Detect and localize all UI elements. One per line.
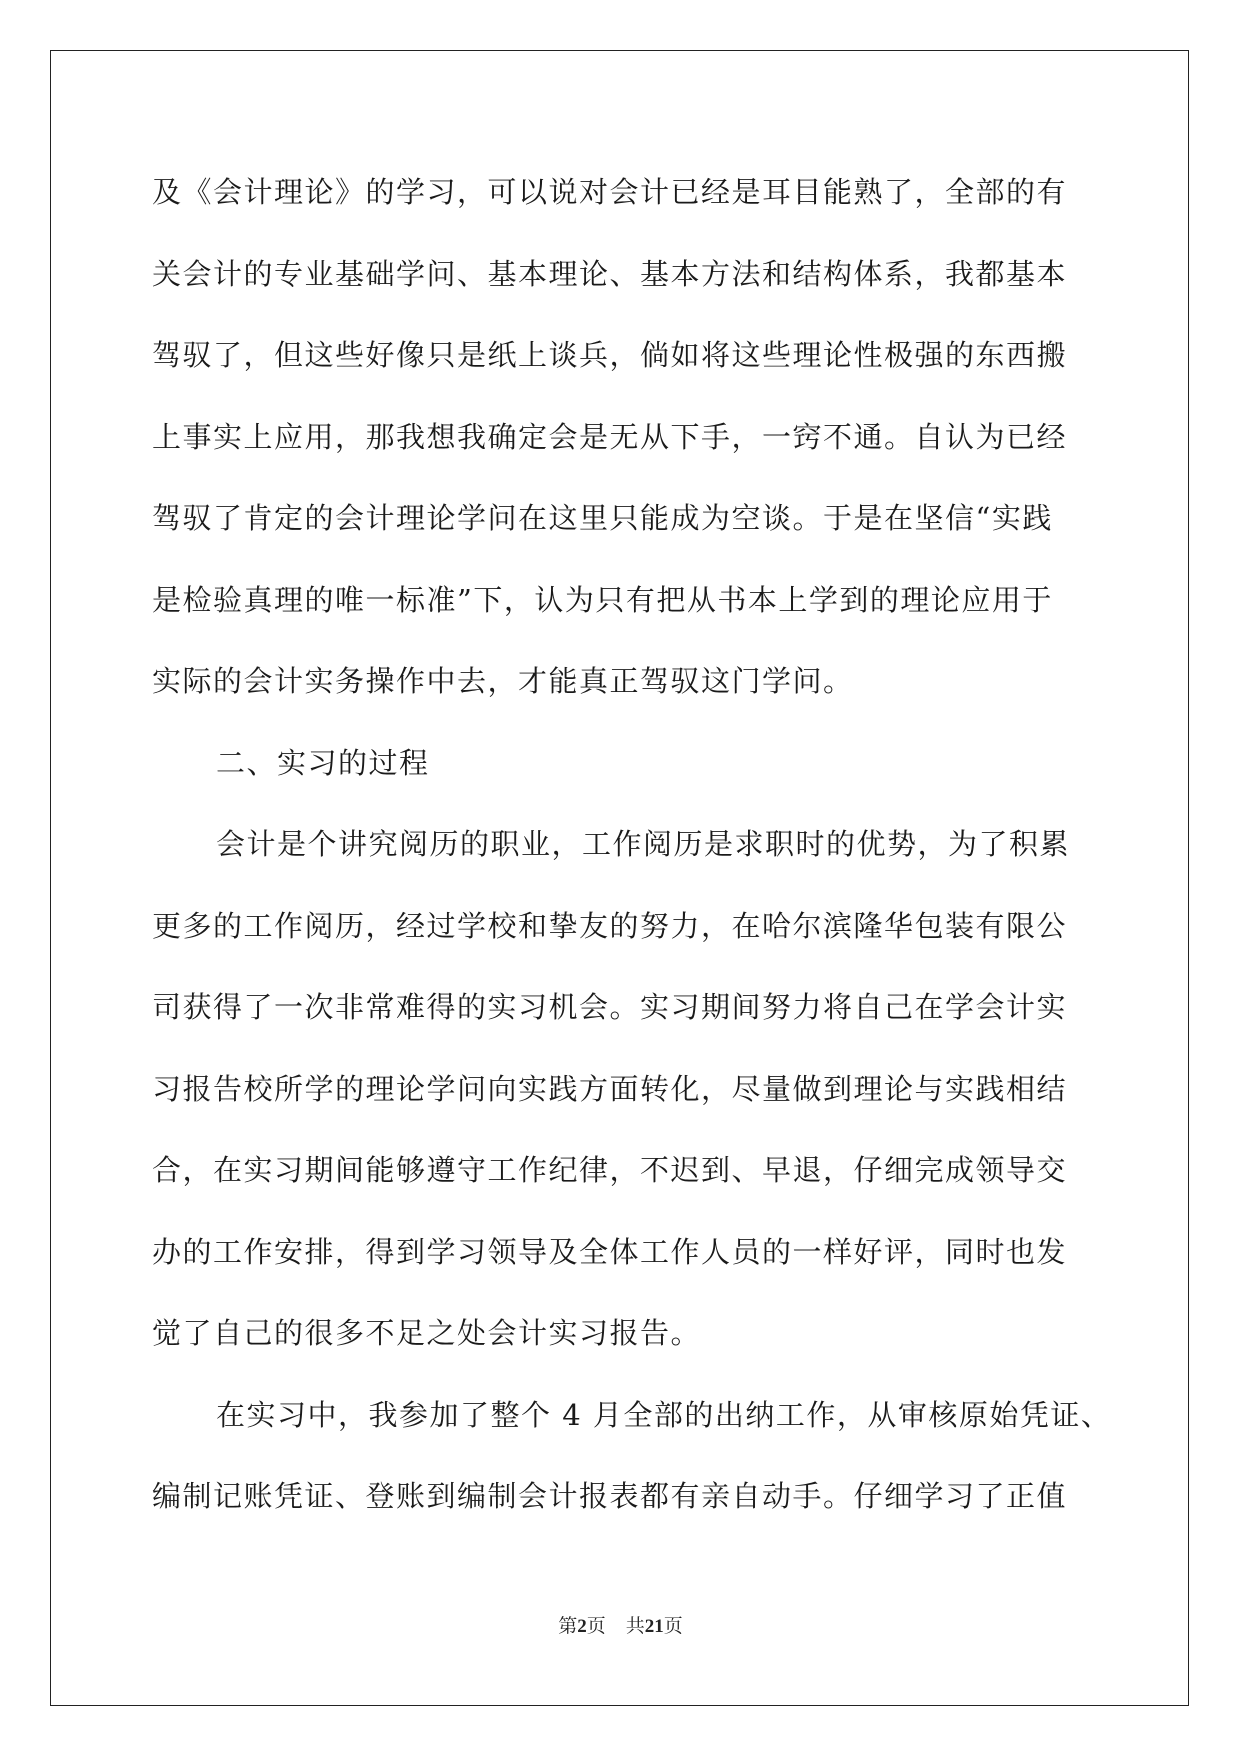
text-line: 及《会计理论》的学习，可以说对会计已经是耳目能熟了，全部的有 [152, 175, 1068, 209]
text-line: 驾驭了肯定的会计理论学问在这里只能成为空谈。于是在坚信“实践 [152, 501, 1053, 535]
text-line: 在实习中，我参加了整个 4 月全部的出纳工作，从审核原始凭证、 [216, 1397, 1112, 1432]
page-footer [0, 1611, 1241, 1638]
text-line: 编制记账凭证、登账到编制会计报表都有亲自动手。仔细学习了正值 [152, 1479, 1068, 1513]
text-line: 办的工作安排，得到学习领导及全体工作人员的一样好评，同时也发 [152, 1234, 1068, 1269]
text-line: 是检验真理的唯一标准”下，认为只有把从书本上学到的理论应用于 [152, 582, 1053, 617]
text-line: 习报告校所学的理论学问向实践方面转化，尽量做到理论与实践相结 [152, 1071, 1068, 1106]
text-line: 合，在实习期间能够遵守工作纪律，不迟到、早退，仔细完成领导交 [152, 1153, 1068, 1187]
text-line: 更多的工作阅历，经过学校和挚友的努力，在哈尔滨隆华包装有限公 [152, 908, 1068, 943]
footer-page-number: 2 [577, 1616, 587, 1637]
footer-page-prefix: 第 [558, 1615, 578, 1637]
text-line: 觉了自己的很多不足之处会计实习报告。 [152, 1316, 702, 1350]
footer-total-prefix: 共 [625, 1615, 645, 1637]
footer-total-suffix: 页 [663, 1615, 683, 1637]
text-line: 上事实上应用，那我想我确定会是无从下手，一窍不通。自认为已经 [152, 419, 1068, 454]
text-line: 二、实习的过程 [216, 745, 430, 780]
text-line: 司获得了一次非常难得的实习机会。实习期间努力将自己在学会计实 [152, 990, 1068, 1024]
text-line: 驾驭了，但这些好像只是纸上谈兵，倘如将这些理论性极强的东西搬 [152, 338, 1068, 372]
document-body [152, 172, 1112, 1558]
text-line: 会计是个讲究阅历的职业，工作阅历是求职时的优势，为了积累 [216, 827, 1071, 861]
text-line: 关会计的专业基础学问、基本理论、基本方法和结构体系，我都基本 [152, 256, 1068, 291]
footer-total-pages: 21 [644, 1616, 664, 1637]
footer-page-suffix: 页 [586, 1615, 606, 1637]
text-line: 实际的会计实务操作中去，才能真正驾驭这门学问。 [152, 664, 854, 698]
